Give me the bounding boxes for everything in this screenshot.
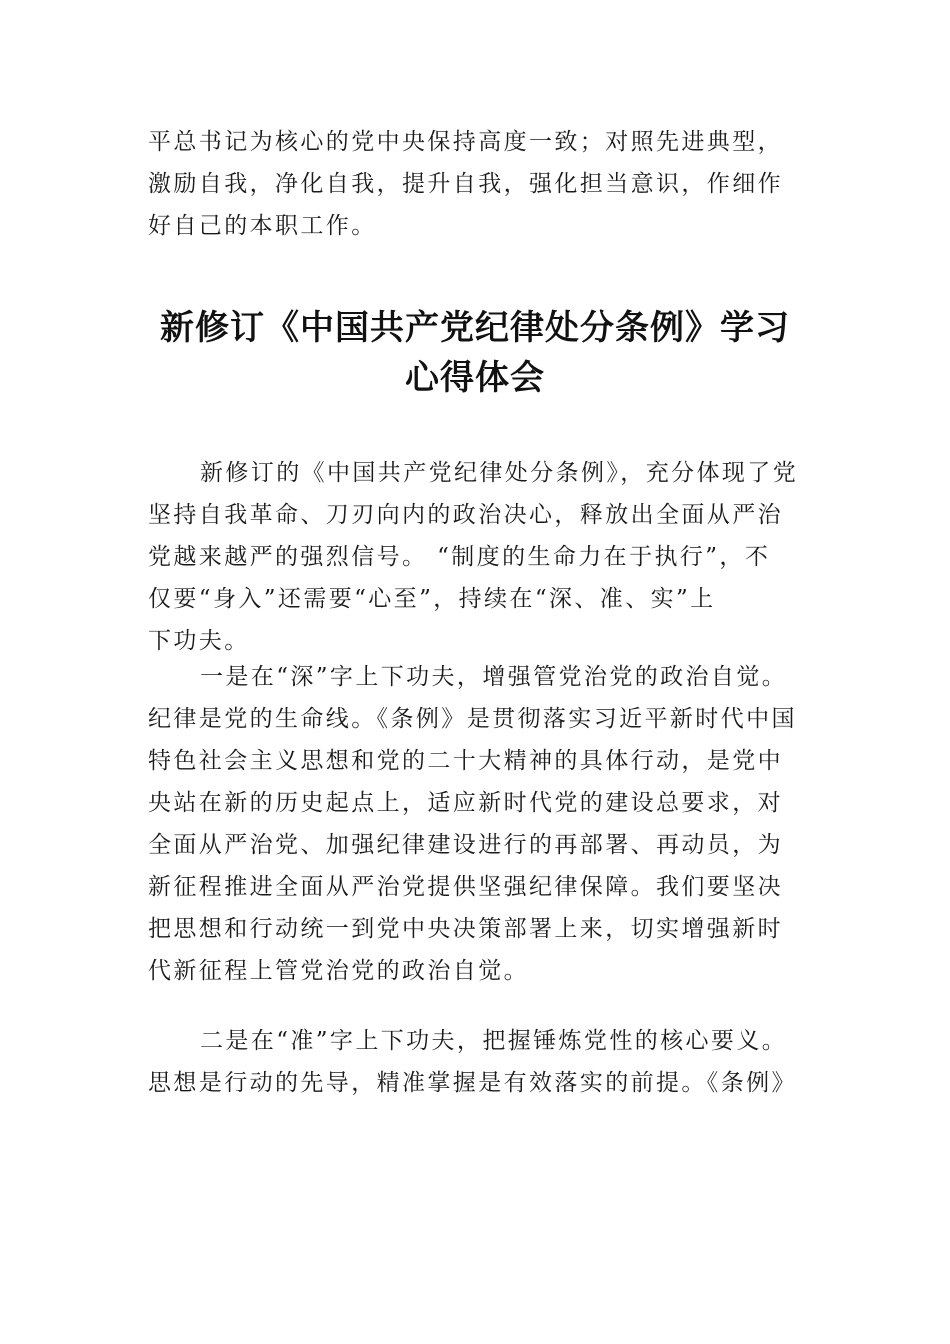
paragraph-line: 新修订的《中国共产党纪律处分条例》，充分体现了党 [200, 460, 799, 486]
document-title [0, 303, 950, 403]
intro-line: 好自己的本职工作。 [148, 213, 377, 239]
paragraph-line: 坚持自我革命、刀刃向内的政治决心，释放出全面从严治 [148, 502, 783, 528]
intro-line: 平总书记为核心的党中央保持高度一致；对照先进典型， [148, 129, 783, 155]
paragraph-line: 二是在“准”字上下功夫，把握锤炼党性的核心要义。 [200, 1028, 788, 1054]
paragraph-line: 把思想和行动统一到党中央决策部署上来，切实增强新时 [148, 916, 783, 942]
paragraph-2 [148, 656, 830, 992]
paragraph-line: 纪律是党的生命线。《条例》是贯彻落实习近平新时代中国 [148, 706, 797, 732]
paragraph-line: 央站在新的历史起点上，适应新时代党的建设总要求，对 [148, 790, 783, 816]
paragraph-line: 下功夫。 [148, 628, 250, 654]
intro-paragraph [148, 121, 830, 247]
paragraph-line: 思想是行动的先导，精准掌握是有效落实的前提。《条例》 [148, 1070, 797, 1096]
title-line-2: 心得体会 [405, 358, 545, 398]
paragraph-line: 代新征程上管党治党的政治自觉。 [148, 958, 529, 984]
title-line-1: 新修订《中国共产党纪律处分条例》学习 [160, 308, 790, 348]
intro-line: 激励自我，净化自我，提升自我，强化担当意识，作细作 [148, 171, 783, 197]
paragraph-line: 党越来越严的强烈信号。 “制度的生命力在于执行”，不 [148, 544, 771, 570]
paragraph-1 [148, 452, 830, 662]
paragraph-line: 新征程推进全面从严治党提供坚强纪律保障。我们要坚决 [148, 874, 783, 900]
paragraph-line: 全面从严治党、加强纪律建设进行的再部署、再动员，为 [148, 832, 783, 858]
paragraph-line: 特色社会主义思想和党的二十大精神的具体行动，是党中 [148, 748, 783, 774]
paragraph-line: 仅要“身入”还需要“心至”，持续在“深、准、实”上 [148, 586, 716, 612]
paragraph-3 [148, 1020, 830, 1104]
paragraph-line: 一是在“深”字上下功夫，增强管党治党的政治自觉。 [200, 664, 788, 690]
